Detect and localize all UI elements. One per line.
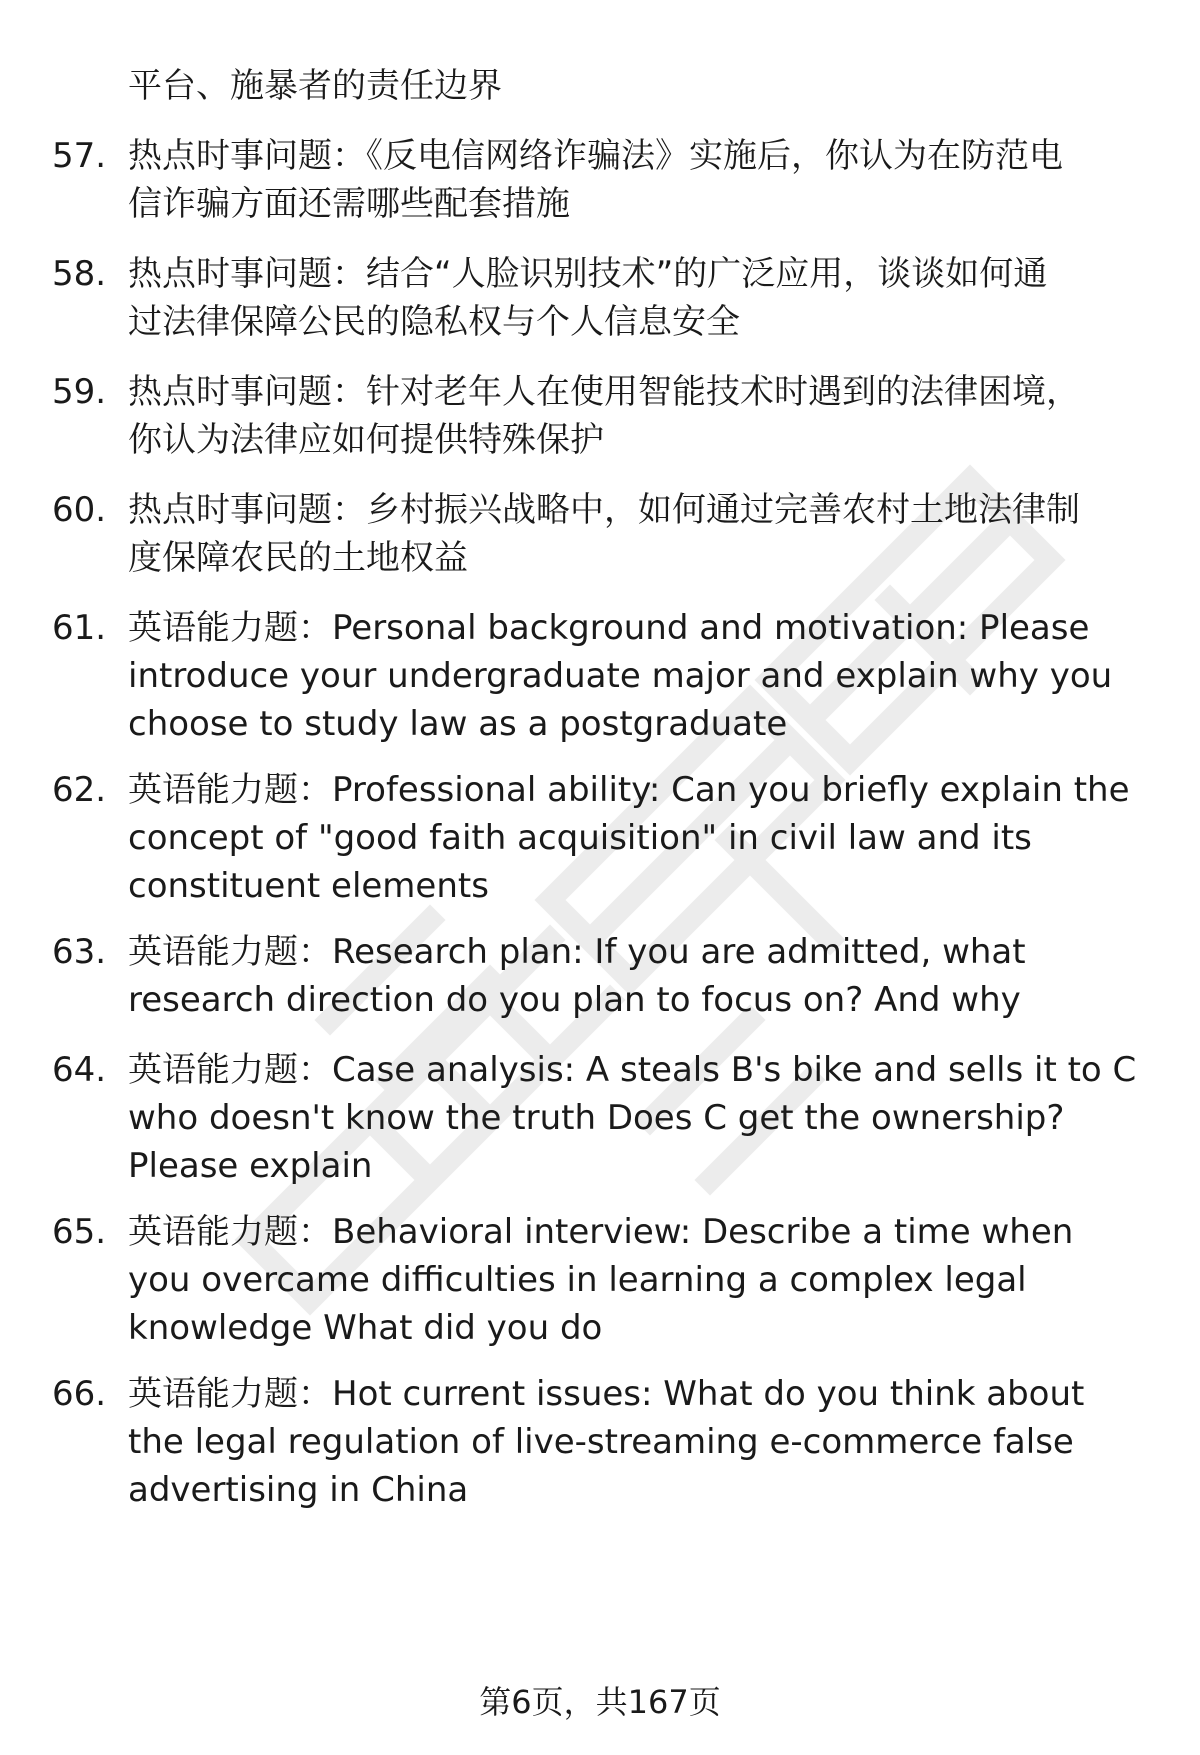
question-text [128,1208,1148,1352]
question-line: 热点时事问题：结合“人脸识别技术”的广泛应用，谈谈如何通 [128,254,1048,294]
page-footer: 第6页，共167页 [479,1683,721,1721]
question-line: 英语能力题：Professional ability: Can you briefly explain the [128,770,1130,810]
question-text [128,368,1148,464]
question-line: constituent elements [128,866,489,906]
carry-over-text: 平台、施暴者的责任边界 [128,66,502,106]
question-line: 度保障农民的土地权益 [128,538,468,578]
question-text [128,1370,1148,1514]
question-line: research direction do you plan to focus on? And why [128,980,1021,1020]
question-line: you overcame difficulties in learning a complex legal [128,1260,1027,1300]
question-text [128,486,1148,582]
question-text [128,928,1148,1024]
question-line: Please explain [128,1146,373,1186]
question-line: 英语能力题：Behavioral interview: Describe a time when [128,1212,1074,1252]
question-line: introduce your undergraduate major and explain why you [128,656,1113,696]
question-text [128,604,1148,748]
question-number: 57. [52,136,107,176]
question-number: 60. [52,490,107,530]
question-line: who doesn't know the truth Does C get the ownership? [128,1098,1065,1138]
question-text [128,250,1148,346]
question-text [128,1046,1148,1190]
question-line: 英语能力题：Research plan: If you are admitted, what [128,932,1026,972]
question-line: 信诈骗方面还需哪些配套措施 [128,184,570,224]
question-line: 热点时事问题：乡村振兴战略中，如何通过完善农村土地法律制 [128,490,1080,530]
question-number: 58. [52,254,107,294]
question-number: 61. [52,608,107,648]
question-line: the legal regulation of live-streaming e-commerce false [128,1422,1074,1462]
question-number: 65. [52,1212,107,1252]
question-line: 过法律保障公民的隐私权与个人信息安全 [128,302,740,342]
question-line: choose to study law as a postgraduate [128,704,788,744]
question-line: knowledge What did you do [128,1308,603,1348]
question-line: concept of "good faith acquisition" in civil law and its [128,818,1032,858]
question-number: 63. [52,932,107,972]
question-text [128,132,1148,228]
question-line: 你认为法律应如何提供特殊保护 [128,420,604,460]
question-number: 62. [52,770,107,810]
question-line: 英语能力题：Personal background and motivation: Please [128,608,1090,648]
question-text [128,766,1148,910]
question-number: 66. [52,1374,107,1414]
question-line: 热点时事问题：针对老年人在使用智能技术时遇到的法律困境， [128,372,1080,412]
question-line: 英语能力题：Case analysis: A steals B's bike and sells it to C [128,1050,1137,1090]
question-number: 59. [52,372,107,412]
question-line: 英语能力题：Hot current issues: What do you think about [128,1374,1085,1414]
question-line: advertising in China [128,1470,469,1510]
question-number: 64. [52,1050,107,1090]
question-line: 热点时事问题：《反电信网络诈骗法》实施后，你认为在防范电 [128,136,1063,176]
